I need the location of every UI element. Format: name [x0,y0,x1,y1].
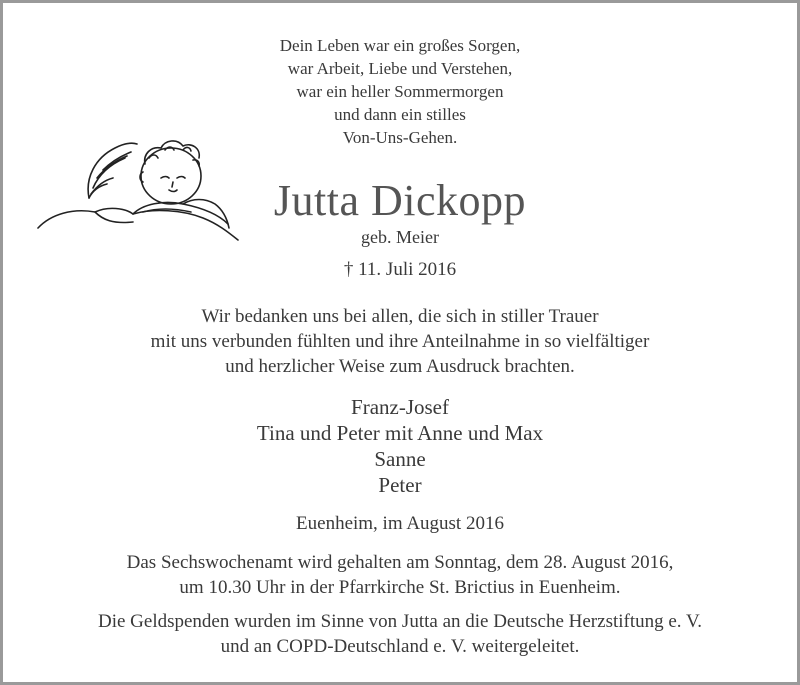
poem-line: Dein Leben war ein großes Sorgen, [279,36,521,55]
thanks-line: Wir bedanken uns bei allen, die sich in stiller Trauer [201,306,599,327]
family-member: Peter [378,473,422,497]
death-date: † 11. Juli 2016 [343,259,457,280]
donation-note [3,609,797,659]
mass-line: Das Sechswochenamt wird gehalten am Sonntag, dem 28. August 2016, [126,552,674,573]
birth-name: geb. Meier [361,227,439,247]
donation-line: Die Geldspenden wurden im Sinne von Jutta an die Deutsche Herzstiftung e. V. [97,611,702,632]
family-member: Sanne [374,447,426,471]
poem-line: war Arbeit, Liebe und Verstehen, [287,59,513,78]
thanks-line: mit uns verbunden fühlten und ihre Anteilnahme in so vielfältiger [150,331,650,352]
deceased-name: Jutta Dickopp [273,176,527,225]
poem-line: war ein heller Sommermorgen [296,82,504,101]
family-member: Tina und Peter mit Anne und Max [256,421,544,445]
place-date: Euenheim, im August 2016 [296,513,504,534]
family-signature [3,394,797,498]
mass-announcement [3,550,797,600]
family-member: Franz-Josef [351,395,449,419]
mass-line: um 10.30 Uhr in der Pfarrkirche St. Brictius in Euenheim. [179,577,621,598]
thanks-line: und herzlicher Weise zum Ausdruck brachten. [225,356,575,377]
donation-line: und an COPD-Deutschland e. V. weitergeleitet. [220,636,580,657]
poem-line: Von-Uns-Gehen. [342,128,458,147]
poem-line: und dann ein stilles [334,105,466,124]
thanks-text [3,304,797,379]
